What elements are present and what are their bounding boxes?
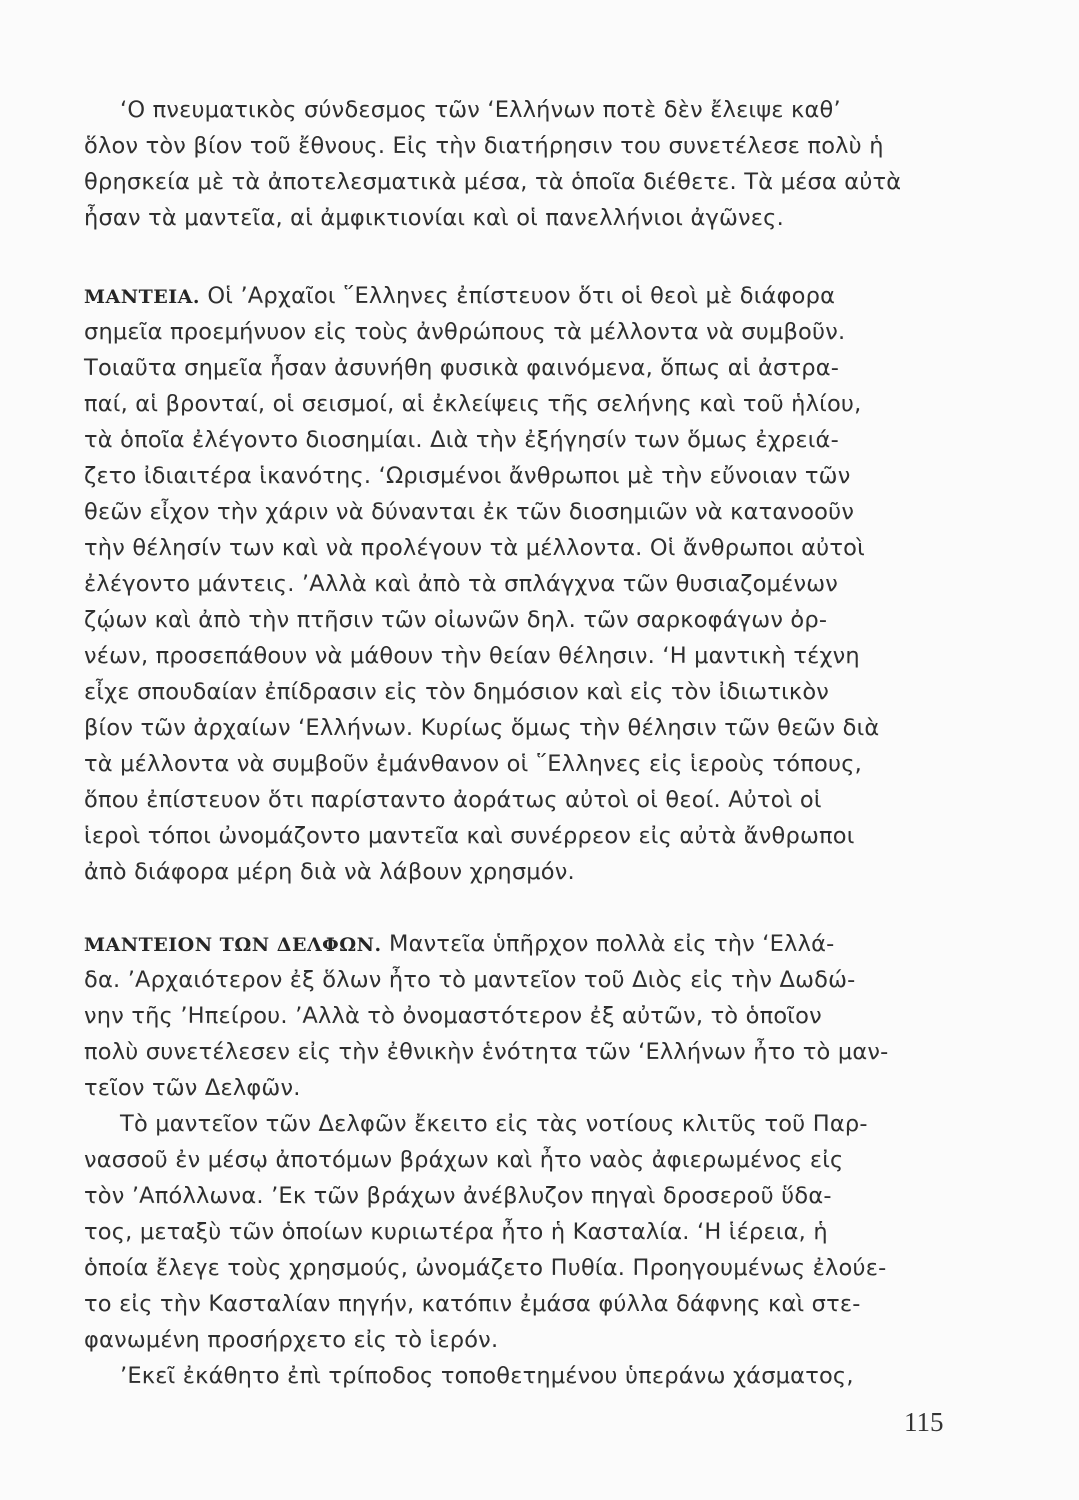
section-heading: ΜΑΝΤΕΙΑ.	[84, 286, 201, 308]
text-line: τὴν θέλησίν των καὶ νὰ προλέγουν τὰ μέλλοντα. Οἱ ἄνθρωποι αὐτοὶ	[84, 535, 865, 561]
text-line: νέων, προσεπάθουν νὰ μάθουν τὴν θείαν θέλησιν. ‘Η μαντικὴ τέχνη	[84, 643, 860, 669]
text-line: ΜΑΝΤΕΙΑ. Οἱ ’Αρχαῖοι ῞Ελληνες ἐπίστευον ὅτι οἱ θεοὶ μὲ διάφορα	[84, 283, 836, 309]
page-number: 115	[904, 1407, 944, 1437]
text-line: ΜΑΝΤΕΙΟΝ ΤΩΝ ΔΕΛΦΩΝ. Μαντεῖα ὑπῆρχον πολλὰ εἰς τὴν ‘Ελλά-	[84, 931, 835, 957]
text-line: τος, μεταξὺ τῶν ὁποίων κυριωτέρα ἦτο ἡ Κασταλία. ‘Η ἱέρεια, ἡ	[84, 1219, 828, 1245]
text-line: πολὺ συνετέλεσεν εἰς τὴν ἐθνικὴν ἑνότητα τῶν ‘Ελλήνων ἦτο τὸ μαν-	[84, 1039, 889, 1065]
text-line: τὸν ’Απόλλωνα. ’Εκ τῶν βράχων ἀνέβλυζον πηγαὶ δροσεροῦ ὕδα-	[84, 1183, 832, 1209]
text-line: ‘Ο πνευματικὸς σύνδεσμος τῶν ‘Ελλήνων ποτὲ δὲν ἔλειψε καθ’	[120, 97, 841, 123]
text-line: ὁποία ἔλεγε τοὺς χρησμούς, ὠνομάζετο Πυθία. Προηγουμένως ἐλούε-	[84, 1255, 887, 1281]
text-line: ἀπὸ διάφορα μέρη διὰ νὰ λάβουν χρησμόν.	[84, 859, 575, 885]
text-line: ἦσαν τὰ μαντεῖα, αἱ ἀμφικτιονίαι καὶ οἱ πανελλήνιοι ἀγῶνες.	[84, 205, 784, 231]
text-line: τὰ μέλλοντα νὰ συμβοῦν ἐμάνθανον οἱ ῞Ελληνες εἰς ἱεροὺς τόπους,	[84, 751, 862, 777]
text-line: δα. ’Αρχαιότερον ἐξ ὅλων ἦτο τὸ μαντεῖον τοῦ Διὸς εἰς τὴν Δωδώ-	[84, 967, 856, 993]
text-line: βίον τῶν ἀρχαίων ‘Ελλήνων. Κυρίως ὅμως τὴν θέλησιν τῶν θεῶν διὰ	[84, 715, 880, 741]
text-line: ζετο ἰδιαιτέρα ἱκανότης. ‘Ωρισμένοι ἄνθρωποι μὲ τὴν εὔνοιαν τῶν	[84, 463, 851, 489]
text-line: Τοιαῦτα σημεῖα ἦσαν ἀσυνήθη φυσικὰ φαινόμενα, ὅπως αἱ ἀστρα-	[84, 355, 840, 381]
text-line: ἐλέγοντο μάντεις. ’Αλλὰ καὶ ἀπὸ τὰ σπλάγχνα τῶν θυσιαζομένων	[84, 571, 839, 597]
text-line: σημεῖα προεμήνυον εἰς τοὺς ἀνθρώπους τὰ μέλλοντα νὰ συμβοῦν.	[84, 319, 846, 345]
text-line: το εἰς τὴν Κασταλίαν πηγήν, κατόπιν ἐμάσα φύλλα δάφνης καὶ στε-	[84, 1291, 861, 1317]
text-line: φανωμένη προσήρχετο εἰς τὸ ἱερόν.	[84, 1327, 499, 1353]
text-line: ὅπου ἐπίστευον ὅτι παρίσταντο ἀοράτως αὐτοὶ οἱ θεοί. Αὐτοὶ οἱ	[84, 787, 822, 813]
text-line: ὅλον τὸν βίον τοῦ ἔθνους. Εἰς τὴν διατήρησιν του συνετέλεσε πολὺ ἡ	[84, 133, 884, 159]
text-line: τὰ ὁποῖα ἐλέγοντο διοσημίαι. Διὰ τὴν ἐξήγησίν των ὅμως ἐχρειά-	[84, 427, 839, 453]
text-line: θρησκεία μὲ τὰ ἀποτελεσματικὰ μέσα, τὰ ὁποῖα διέθετε. Τὰ μέσα αὐτὰ	[84, 169, 902, 195]
text-line: ’Εκεῖ ἐκάθητο ἐπὶ τρίποδος τοποθετημένου ὑπεράνω χάσματος,	[120, 1363, 854, 1389]
section-heading: ΜΑΝΤΕΙΟΝ ΤΩΝ ΔΕΛΦΩΝ.	[84, 934, 382, 956]
text-line: ἱεροὶ τόποι ὠνομάζοντο μαντεῖα καὶ συνέρρεον εἰς αὐτὰ ἄνθρωποι	[84, 823, 855, 849]
text-line: εἶχε σπουδαίαν ἐπίδρασιν εἰς τὸν δημόσιον καὶ εἰς τὸν ἰδιωτικὸν	[84, 679, 830, 705]
text-line: παί, αἱ βρονταί, οἱ σεισμοί, αἱ ἐκλείψεις τῆς σελήνης καὶ τοῦ ἡλίου,	[84, 391, 862, 417]
text-line: Τὸ μαντεῖον τῶν Δελφῶν ἔκειτο εἰς τὰς νοτίους κλιτῦς τοῦ Παρ-	[120, 1111, 868, 1137]
text-line: νασσοῦ ἐν μέσῳ ἀποτόμων βράχων καὶ ἦτο ναὸς ἀφιερωμένος εἰς	[84, 1147, 844, 1173]
text-line: θεῶν εἶχον τὴν χάριν νὰ δύνανται ἐκ τῶν διοσημιῶν νὰ κατανοοῦν	[84, 499, 855, 525]
text-line: τεῖον τῶν Δελφῶν.	[84, 1075, 301, 1101]
text-line: ζῴων καὶ ἀπὸ τὴν πτῆσιν τῶν οἰωνῶν δηλ. τῶν σαρκοφάγων ὀρ-	[84, 607, 828, 633]
text-line: νην τῆς ’Ηπείρου. ’Αλλὰ τὸ ὀνομαστότερον ἐξ αὐτῶν, τὸ ὁποῖον	[84, 1003, 822, 1029]
